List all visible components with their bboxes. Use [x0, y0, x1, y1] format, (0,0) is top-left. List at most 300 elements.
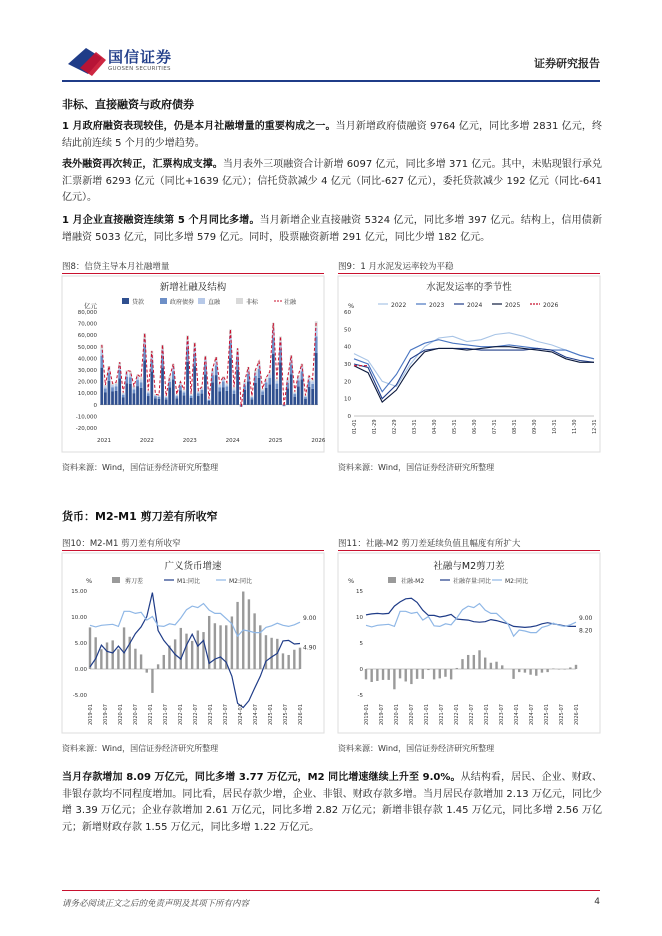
x-tick-label: 2022-07: [469, 704, 475, 725]
spread-bar: [563, 669, 565, 670]
bar-loans: [165, 399, 168, 404]
spread-bar: [529, 669, 531, 675]
bar-loans: [118, 378, 121, 404]
bar-loans: [272, 354, 275, 405]
x-tick-label: 2026-01: [298, 704, 304, 725]
x-tick-label: 05-31: [452, 419, 458, 434]
y-tick-label: 10,000: [77, 391, 97, 398]
spread-bar: [134, 649, 136, 669]
bar-direct: [183, 391, 186, 393]
bar-gov: [122, 395, 125, 397]
legend-label: 2026: [543, 302, 559, 309]
bar-direct: [250, 397, 253, 398]
legend-label: 社融: [284, 299, 297, 306]
bar-direct: [208, 399, 211, 400]
paragraph-lead: 1 月企业直接融资连续第 5 个月同比多增。: [62, 215, 260, 226]
end-value-label: 9.00: [579, 615, 593, 623]
bar-loans: [147, 396, 150, 405]
x-tick-label: 07-31: [492, 419, 498, 434]
bar-loans: [261, 395, 264, 405]
spread-bar: [270, 638, 272, 669]
page-number: 4: [594, 897, 600, 907]
spread-bar: [393, 669, 395, 689]
bar-nonstd: [122, 393, 125, 394]
y-tick-label: 5: [359, 641, 363, 647]
spread-bar: [552, 668, 554, 669]
figure-8-rule: [62, 273, 324, 274]
bar-loans: [308, 387, 311, 405]
spread-bar: [535, 669, 537, 676]
x-tick-label: 01-29: [372, 419, 378, 434]
x-tick-label: 2022: [139, 438, 154, 444]
x-tick-label: 12-31: [592, 419, 598, 434]
bar-nonstd: [261, 389, 264, 390]
y-tick-label: 30: [344, 362, 351, 368]
x-tick-label: 2021-01: [424, 704, 430, 725]
spread-bar: [248, 599, 250, 669]
spread-bar: [410, 669, 412, 684]
bar-loans: [290, 374, 293, 405]
figure-11-chart: [338, 553, 600, 733]
bar-loans: [301, 379, 304, 404]
y-tick-label: 50,000: [77, 344, 97, 351]
x-tick-label: 2023-01: [484, 704, 490, 725]
x-tick-label: 03-31: [412, 419, 418, 434]
y-tick-label: 30,000: [77, 368, 97, 374]
bar-loans: [108, 381, 111, 405]
section-title-money: 货币：M2-M1 剪刀差有所收窄: [62, 510, 218, 523]
legend-label: 剪刀差: [125, 578, 144, 585]
x-tick-label: 08-31: [512, 419, 518, 434]
bar-gov: [111, 387, 114, 391]
figure-9-rule: [338, 273, 600, 274]
spread-bar: [388, 669, 390, 680]
legend-label: 社融-M2: [401, 578, 425, 585]
bar-direct: [304, 396, 307, 397]
y-tick-label: 0.00: [74, 667, 87, 673]
paragraph-gov-financing: [62, 119, 602, 152]
figure-9-caption: 图9：1 月水泥发运率较为平稳: [338, 262, 454, 272]
spread-bar: [299, 648, 301, 669]
x-tick-label: 11-30: [572, 419, 578, 434]
spread-bar: [512, 669, 514, 679]
y-tick-label: 40,000: [77, 356, 97, 363]
bar-loans: [111, 391, 114, 404]
bar-direct: [140, 380, 143, 383]
spread-bar: [422, 669, 424, 679]
bar-nonstd: [250, 396, 253, 397]
bar-direct: [293, 393, 296, 394]
bar-loans: [183, 395, 186, 404]
x-tick-label: 06-30: [472, 419, 478, 434]
spread-bar: [94, 637, 96, 669]
spread-bar: [157, 664, 159, 669]
legend-label: M2:同比: [229, 578, 253, 585]
x-tick-label: 2025-01: [268, 704, 274, 725]
bar-loans: [225, 391, 228, 405]
bar-loans: [186, 362, 189, 405]
spread-bar: [123, 627, 125, 669]
spread-bar: [163, 655, 165, 669]
bar-loans: [293, 397, 296, 405]
paragraph-body: 当月新增政府债融资 9764 亿元，同比多增 2831 亿元，终结此前连续 5 个月的少增趋势。: [62, 121, 602, 149]
spread-bar: [100, 649, 102, 669]
y-tick-label: 60: [344, 310, 351, 316]
spread-bar: [467, 655, 469, 669]
bar-nonstd: [233, 387, 236, 388]
x-tick-label: 04-30: [432, 419, 438, 434]
bar-gov: [183, 392, 186, 395]
bar-gov: [190, 396, 193, 398]
x-tick-label: 01-01: [352, 419, 358, 434]
y-unit-label: %: [348, 577, 355, 585]
legend-swatch: [236, 298, 243, 304]
bar-gov: [304, 397, 307, 399]
bar-nonstd: [140, 377, 143, 379]
bar-gov: [143, 346, 146, 360]
figure-9-source: 资料来源：Wind，国信证券经济研究所整理: [338, 463, 495, 472]
bar-direct: [268, 374, 271, 377]
bar-gov: [268, 378, 271, 385]
bar-direct: [218, 385, 221, 387]
spread-bar: [365, 669, 367, 679]
bar-loans: [104, 393, 107, 405]
figure-11-caption: 图11：社融-M2 剪刀差延续负值且幅度有所扩大: [338, 539, 521, 549]
x-tick-label: 2021: [97, 438, 111, 444]
report-type: 证券研究报告: [534, 57, 600, 70]
bar-loans: [193, 366, 196, 405]
y-unit-label: %: [86, 577, 93, 585]
legend-label: 2025: [505, 302, 521, 309]
spread-bar: [89, 627, 91, 669]
bar-loans: [125, 384, 128, 405]
bar-gov: [311, 384, 314, 389]
spread-bar: [569, 667, 571, 669]
bar-loans: [218, 391, 221, 404]
bar-loans: [222, 387, 225, 405]
spread-bar: [427, 669, 429, 670]
bar-gov: [140, 382, 143, 387]
bar-loans: [247, 381, 250, 404]
paragraph-direct-financing: [62, 213, 602, 246]
x-tick-label: 2019-07: [379, 704, 385, 725]
bar-loans: [208, 401, 211, 405]
figure-11-source: 资料来源：Wind，国信证券经济研究所整理: [338, 744, 495, 753]
spread-bar: [191, 641, 193, 669]
bar-gov: [233, 390, 236, 394]
bar-loans: [258, 378, 261, 405]
x-tick-label: 2019-01: [88, 704, 94, 725]
header-divider: [62, 80, 600, 82]
y-tick-label: 0: [347, 414, 351, 420]
bar-loans: [276, 389, 279, 405]
bar-loans: [190, 398, 193, 405]
spread-bar: [293, 650, 295, 669]
bar-direct: [233, 389, 236, 391]
paragraph-lead: 当月存款增加 8.09 万亿元，同比多增 3.77 万亿元，M2 同比增速继续上升至 9.0%。: [62, 772, 461, 783]
bar-loans: [150, 371, 153, 404]
bar-gov: [165, 398, 168, 400]
spread-bar: [416, 669, 418, 679]
x-tick-label: 2023: [182, 438, 197, 444]
y-tick-label: 70,000: [77, 321, 97, 328]
bar-direct: [111, 385, 114, 387]
figure-10-source: 资料来源：Wind，国信证券经济研究所整理: [62, 744, 219, 753]
bar-gov: [197, 393, 200, 396]
paragraph-lead: 1 月政府融资表现较佳，仍是本月社融增量的重要构成之一。: [62, 121, 336, 132]
bar-gov: [108, 373, 111, 381]
figure-11-rule: [338, 550, 600, 551]
bar-direct: [104, 387, 107, 389]
legend-label: 2023: [429, 302, 445, 309]
bar-gov: [104, 389, 107, 393]
x-tick-label: 2025-01: [544, 704, 550, 725]
x-tick-label: 2021-07: [163, 704, 169, 725]
bar-gov: [258, 369, 261, 378]
spread-bar: [444, 669, 446, 677]
legend-swatch: [198, 298, 205, 304]
spread-bar: [439, 669, 441, 678]
y-tick-label: 15.00: [71, 589, 87, 595]
bar-loans: [265, 388, 268, 405]
y-tick-label: 20: [344, 379, 351, 386]
bar-gov: [225, 386, 228, 390]
y-tick-label: 80,000: [77, 310, 97, 316]
bar-gov: [200, 390, 203, 394]
bar-loans: [133, 393, 136, 405]
y-tick-label: 5.00: [74, 641, 87, 647]
bar-loans: [233, 394, 236, 405]
legend-swatch: [160, 298, 167, 304]
bar-loans: [158, 399, 161, 405]
bar-direct: [165, 397, 168, 398]
bar-loans: [143, 360, 146, 404]
x-tick-label: 09-30: [532, 419, 538, 434]
bar-loans: [161, 368, 164, 405]
x-tick-label: 2020-01: [118, 704, 124, 725]
bar-gov: [250, 397, 253, 399]
spread-bar: [405, 669, 407, 681]
spread-bar: [495, 662, 497, 669]
spread-bar: [478, 650, 480, 669]
chart-title: 社融与M2剪刀差: [433, 561, 505, 572]
bar-nonstd: [276, 379, 279, 381]
x-tick-label: 2025: [268, 438, 283, 444]
bar-direct: [147, 392, 150, 393]
x-tick-label: 2024-07: [529, 704, 535, 725]
spread-bar: [112, 640, 114, 669]
spread-bar: [558, 669, 560, 670]
bar-gov: [154, 396, 157, 398]
x-tick-label: 2024-07: [253, 704, 259, 725]
bar-loans: [250, 399, 253, 405]
bar-loans: [268, 384, 271, 404]
x-tick-label: 2024-01: [514, 704, 520, 725]
figure-8-source: 资料来源：Wind，国信证券经济研究所整理: [62, 463, 219, 472]
spread-bar: [524, 669, 526, 673]
spread-bar: [541, 669, 543, 673]
bar-direct: [261, 390, 264, 392]
end-value-label: 8.20: [579, 627, 593, 635]
bar-nonstd: [175, 394, 178, 395]
spread-bar: [197, 631, 199, 669]
bar-gov: [186, 348, 189, 362]
spread-bar: [399, 669, 401, 678]
x-tick-label: 2022-01: [178, 704, 184, 725]
y-unit-label: %: [348, 302, 355, 310]
legend-label: 非标: [246, 299, 259, 306]
bar-loans: [136, 386, 139, 405]
paragraph-body: 当月表外三项融资合计新增 6097 亿元，同比多增 371 亿元。其中，未贴现银行承兑汇票新增 6293 亿元（同比+1639 亿元）；信托贷款减少 4 亿元（同比-627 亿元），委托贷款减少 192 亿元（同比-641 亿元）。: [62, 159, 602, 203]
spread-bar: [219, 625, 221, 669]
bar-loans: [204, 374, 207, 404]
spread-bar: [473, 655, 475, 669]
figure-8-chart: [62, 276, 324, 452]
paragraph-body: 从结构看，居民、企业、财政、非银存款均不同程度增加。同比看，居民存款少增，企业、非银、财政存款多增。当月居民存款增加 2.13 万亿元，同比少增 3.39 万亿元；企业存款增加 2.61 万亿元，同比多增 2.82 万亿元；新增非银存款 1.45 万亿元，同比多增 2.56 万亿元；新增财政存款 1.55 万亿元，同比多增 1.22 万亿元。: [62, 772, 602, 833]
bar-loans: [175, 398, 178, 405]
bar-gov: [293, 394, 296, 397]
chart-title: 新增社融及结构: [159, 282, 227, 293]
spread-bar: [214, 623, 216, 669]
bar-loans: [311, 389, 314, 405]
bar-loans: [172, 379, 175, 404]
bar-direct: [197, 392, 200, 393]
spread-bar: [282, 653, 284, 669]
spread-bar: [287, 655, 289, 669]
chart-title: 广义货币增速: [164, 561, 222, 572]
bar-gov: [175, 396, 178, 398]
bar-loans: [286, 388, 289, 404]
figure-10-chart: [62, 553, 324, 733]
footer-divider: [62, 890, 600, 891]
bar-nonstd: [147, 391, 150, 392]
x-tick-label: 2023-07: [499, 704, 505, 725]
bar-loans: [168, 387, 171, 404]
legend-label: 政府债券: [170, 299, 195, 306]
x-tick-label: 2024-01: [238, 704, 244, 725]
figure-8-caption: 图8：信贷主导本月社融增量: [62, 262, 170, 272]
y-tick-label: 0: [93, 402, 97, 409]
bar-direct: [190, 395, 193, 396]
bar-loans: [122, 397, 125, 405]
legend-label: 社融存量:同比: [453, 578, 492, 585]
y-tick-label: 10.00: [71, 615, 87, 621]
spread-bar: [117, 649, 119, 669]
bar-nonstd: [165, 396, 168, 397]
spread-bar: [376, 669, 378, 681]
x-tick-label: 2021-07: [439, 704, 445, 725]
y-unit-label: 亿元: [84, 302, 97, 310]
bar-gov: [133, 389, 136, 393]
bar-loans: [279, 362, 282, 404]
bar-gov: [265, 383, 268, 388]
bar-nonstd: [104, 385, 107, 387]
x-tick-label: 2023-07: [223, 704, 229, 725]
x-tick-label: 02-29: [392, 419, 398, 434]
spread-bar: [106, 642, 108, 669]
x-tick-label: 2026-01: [574, 704, 580, 725]
spread-bar: [518, 669, 520, 672]
bar-nonstd: [304, 395, 307, 396]
y-tick-label: -5.00: [72, 693, 87, 699]
spread-bar: [461, 659, 463, 669]
y-tick-label: 10: [344, 396, 351, 403]
x-tick-label: 2023-01: [208, 704, 214, 725]
bar-loans: [236, 370, 239, 405]
bar-direct: [115, 384, 118, 386]
legend-label: 2024: [467, 302, 483, 309]
legend-label: M1:同比: [177, 578, 201, 585]
bar-loans: [254, 383, 257, 405]
bar-loans: [129, 384, 132, 405]
footer-disclaimer: 请务必阅读正文之后的免责声明及其项下所有内容: [62, 899, 250, 909]
bar-direct: [158, 396, 161, 397]
bar-gov: [147, 393, 150, 396]
bar-direct: [276, 381, 279, 384]
x-tick-label: 2025-07: [283, 704, 289, 725]
figure-10-caption: 图10：M2-M1 剪刀差有所收窄: [62, 539, 181, 549]
bar-gov: [115, 386, 118, 391]
bar-direct: [154, 395, 157, 396]
legend-label: 贷款: [132, 299, 145, 306]
legend-swatch: [122, 298, 129, 304]
bar-loans: [215, 375, 218, 405]
spread-bar: [546, 669, 548, 672]
bar-loans: [211, 382, 214, 404]
x-tick-label: 2022-01: [454, 704, 460, 725]
bar-direct: [311, 381, 314, 384]
spread-bar: [151, 669, 153, 693]
spread-bar: [146, 669, 148, 673]
bar-gov: [261, 391, 264, 394]
bar-gov: [136, 380, 139, 386]
legend-label: 2022: [391, 302, 407, 309]
bar-loans: [243, 390, 246, 405]
bar-direct: [175, 395, 178, 396]
bar-loans: [115, 391, 118, 405]
spread-bar: [456, 668, 458, 669]
bar-loans: [304, 399, 307, 405]
bar-loans: [229, 358, 232, 405]
x-tick-label: 2026: [311, 438, 326, 444]
bar-loans: [140, 388, 143, 405]
paragraph-deposits: [62, 770, 602, 836]
bar-loans: [154, 398, 157, 405]
spread-bar: [140, 654, 142, 669]
y-tick-label: 20,000: [77, 379, 97, 386]
spread-bar: [370, 669, 372, 682]
x-tick-label: 2020-01: [394, 704, 400, 725]
spread-bar: [450, 669, 452, 679]
bar-loans: [315, 353, 318, 405]
bar-loans: [179, 390, 182, 404]
spread-bar: [490, 663, 492, 669]
spread-bar: [382, 669, 384, 680]
x-tick-label: 2021-01: [148, 704, 154, 725]
bar-gov: [208, 400, 211, 401]
section-title-nonstandard: 非标、直接融资与政府债券: [62, 98, 194, 111]
brand-name-cn: 国信证券: [108, 48, 173, 66]
legend-swatch: [388, 577, 396, 583]
spread-bar: [185, 634, 187, 669]
brand-name-en: GUOSEN SECURITIES: [108, 66, 171, 72]
x-tick-label: 2020-07: [409, 704, 415, 725]
x-tick-label: 2019-01: [364, 704, 370, 725]
bar-nonstd: [293, 392, 296, 393]
bar-loans: [100, 368, 103, 405]
x-tick-label: 2022-07: [193, 704, 199, 725]
y-tick-label: -10,000: [75, 414, 97, 421]
